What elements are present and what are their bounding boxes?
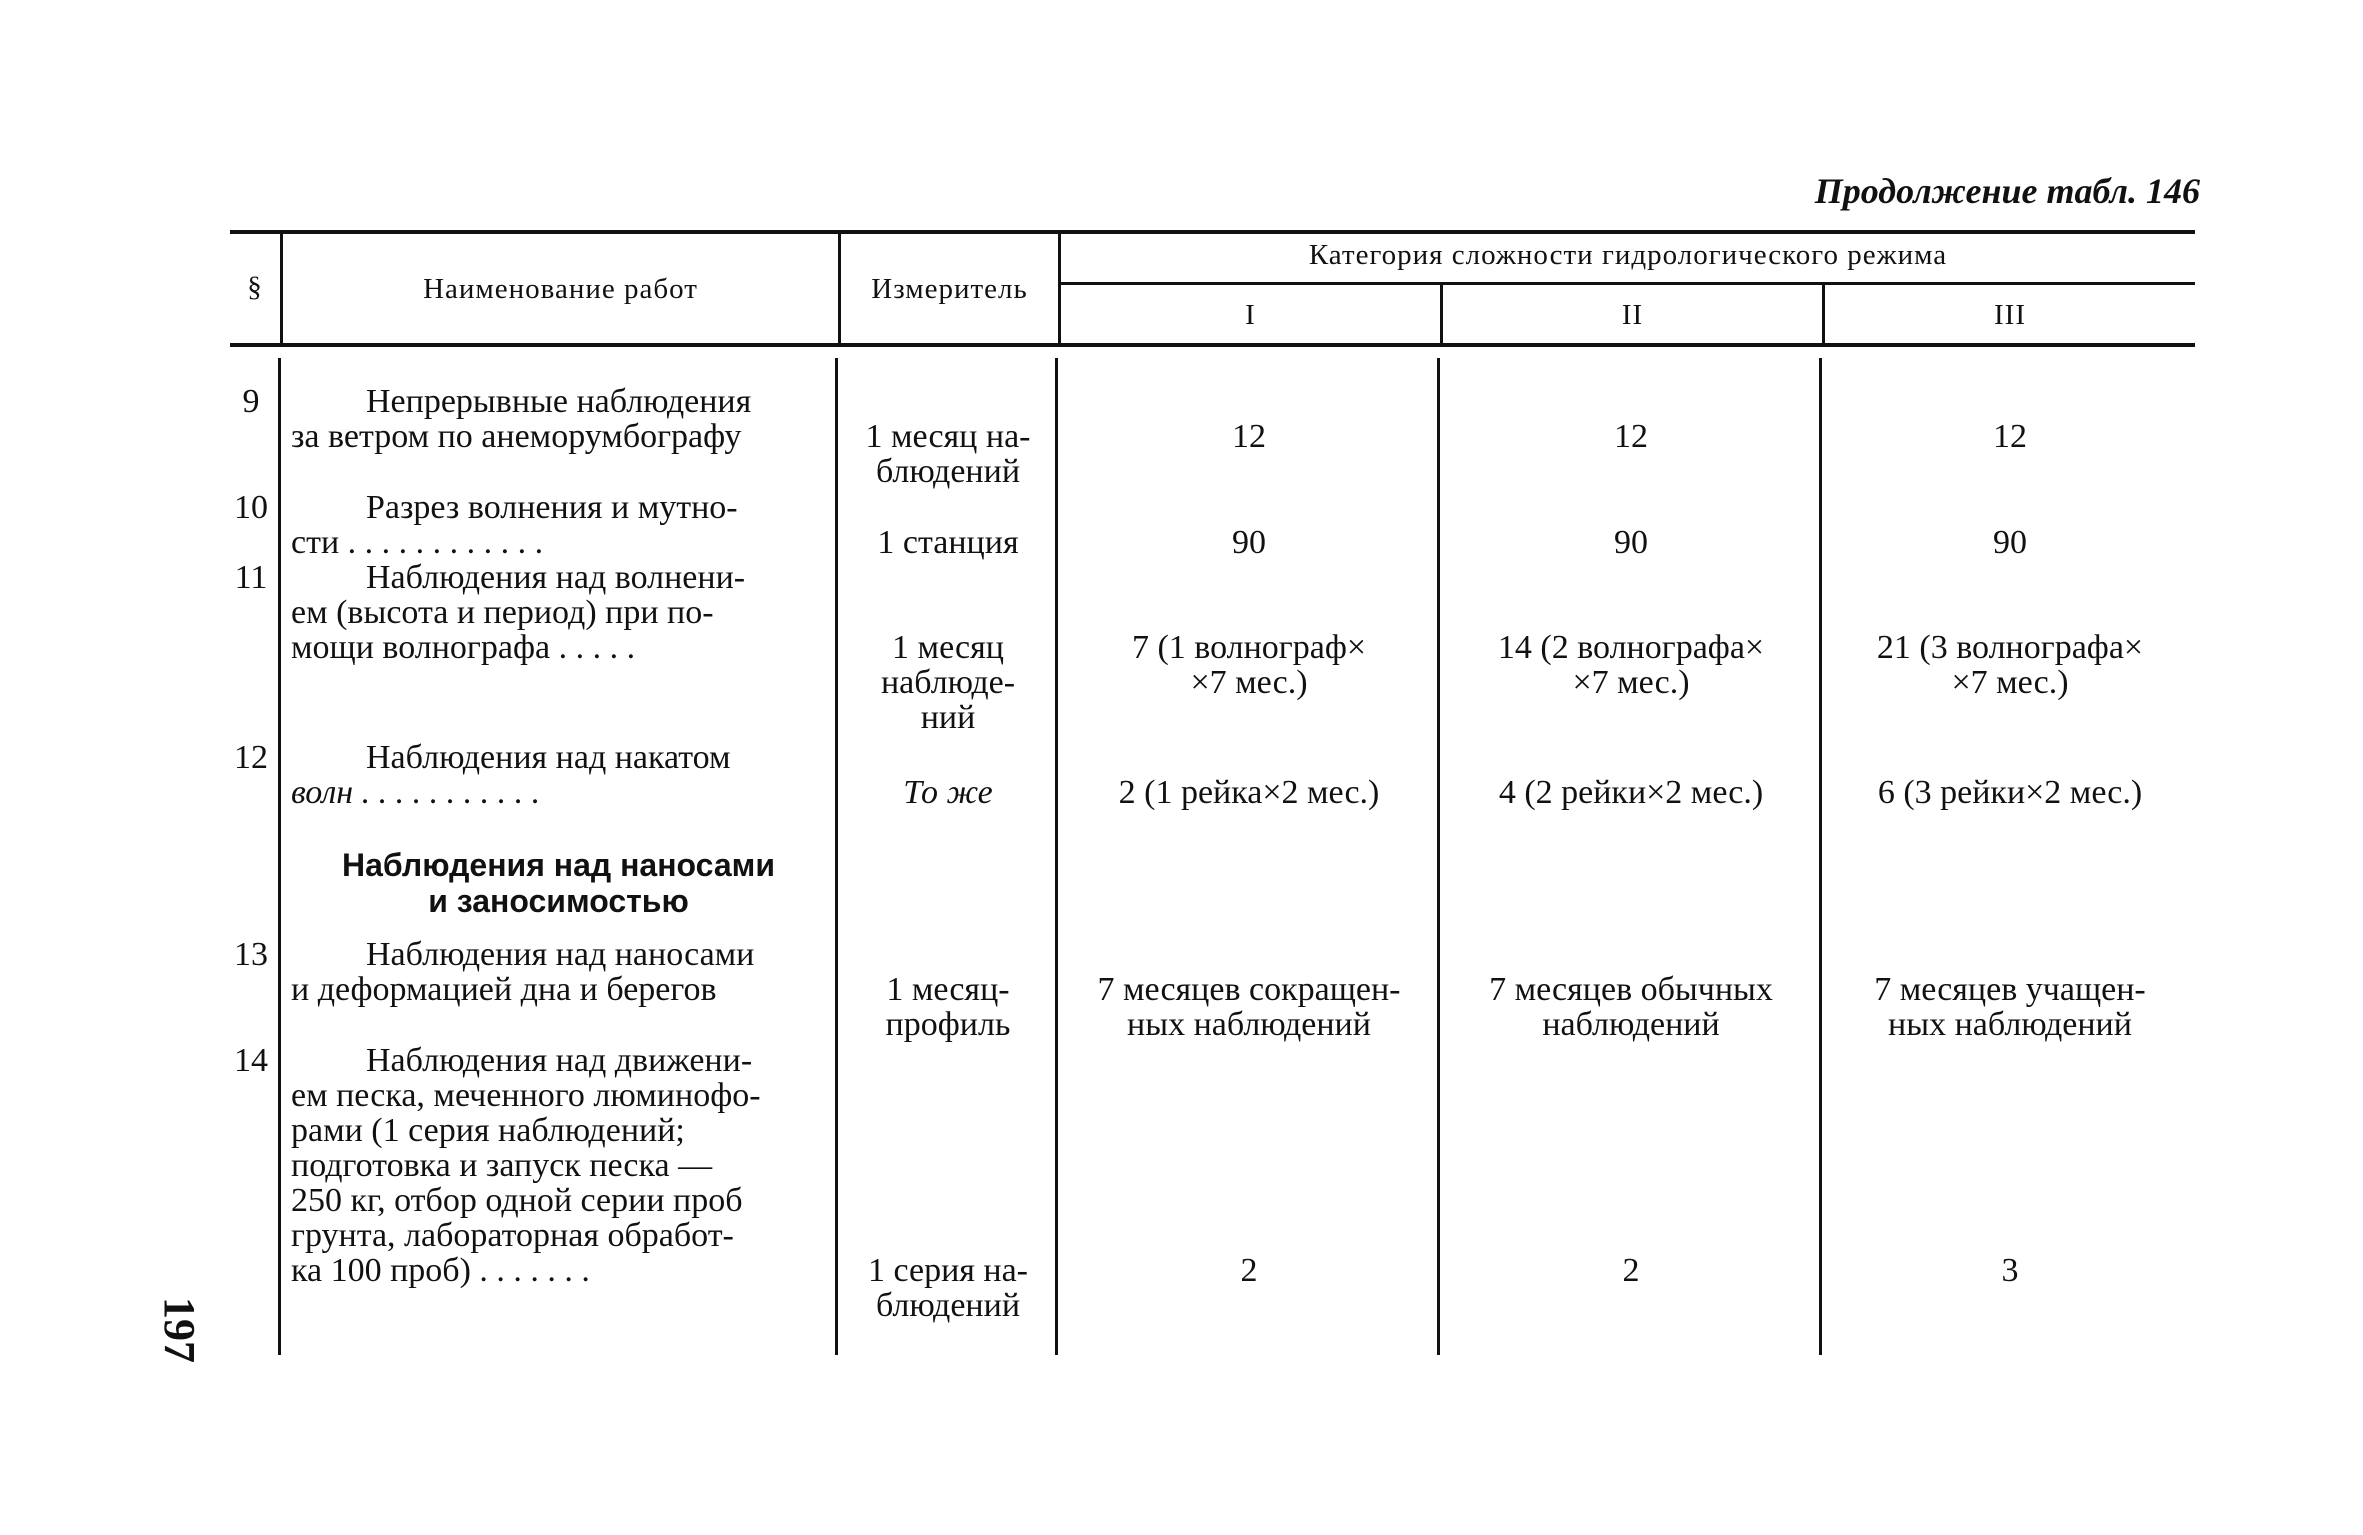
- row-14-unit-line-1: 1 серия на-: [867, 1252, 1029, 1289]
- row-9-num: 9: [242, 383, 260, 420]
- row-14-unit: [841, 1253, 1055, 1323]
- header-bottom-rule: [230, 343, 2195, 347]
- row-10-cat1: 90: [1232, 524, 1266, 561]
- section-heading-line-2: и заносимостью: [428, 883, 689, 919]
- row-13-name-line-2: и деформацией дна и берегов: [291, 971, 717, 1008]
- header-category-2: II: [1621, 299, 1644, 331]
- row-13-cat1: 7 месяцев сокращен- ных наблюдений: [1097, 971, 1401, 1043]
- row-11-unit-line-2: наблюде-: [880, 664, 1016, 701]
- row-14-name-line-1: Наблюдения над движени-: [366, 1042, 753, 1079]
- row-11-name: [291, 560, 826, 665]
- row-11-cat3: 21 (3 волнографа× ×7 мес.): [1876, 629, 2144, 701]
- row-14-name: [291, 1043, 826, 1288]
- row-9-name-line-2: за ветром по анеморумбографу: [291, 418, 742, 455]
- row-11-name-line-3: мощи волнографа . . . . .: [291, 629, 636, 666]
- row-13-name: [291, 937, 826, 1007]
- row-9-unit-line-2: блюдений: [875, 453, 1021, 490]
- row-13-unit-line-1: 1 месяц-: [886, 971, 1010, 1008]
- row-14-name-line-2: ем песка, меченного люминофо-: [291, 1077, 761, 1114]
- col-rule-cat1-body: [1437, 358, 1440, 1355]
- row-12-cat3: 6 (3 рейки×2 мес.): [1877, 774, 2143, 811]
- row-9-cat3: 12: [1993, 418, 2027, 455]
- row-14-unit-line-2: блюдений: [875, 1287, 1021, 1324]
- header-category-3: III: [1994, 299, 2026, 331]
- row-10-unit: 1 станция: [877, 524, 1019, 561]
- row-14-cat3: 3: [2001, 1252, 2019, 1289]
- row-14-name-line-5: 250 кг, отбор одной серии проб: [291, 1182, 743, 1219]
- row-9-unit-line-1: 1 месяц на-: [865, 418, 1031, 455]
- row-12-name-line-1: Наблюдения над накатом: [366, 739, 731, 776]
- row-11-name-line-2: ем (высота и период) при по-: [291, 594, 714, 631]
- row-9-cat2: 12: [1614, 418, 1648, 455]
- row-11-cat2: 14 (2 волнографа× ×7 мес.): [1497, 629, 1765, 701]
- row-14-cat1: 2: [1240, 1252, 1258, 1289]
- col-rule-cat2-body: [1819, 358, 1822, 1355]
- row-11-num: 11: [234, 559, 268, 596]
- table-caption: Продолжение табл. 146: [1814, 171, 2200, 211]
- header-unit: Измеритель: [871, 273, 1028, 305]
- row-14-name-line-6: грунта, лабораторная обработ-: [291, 1217, 734, 1254]
- row-13-cat2: 7 месяцев обычных наблюдений: [1489, 971, 1773, 1043]
- row-10-cat3: 90: [1993, 524, 2027, 561]
- page-number: 197: [155, 1297, 204, 1363]
- row-10-name-line-2: сти . . . . . . . . . . . .: [291, 524, 544, 561]
- row-11-unit: [841, 630, 1055, 735]
- row-9-name: [291, 384, 826, 454]
- row-12-name-line-2: волн . . . . . . . . . . .: [291, 774, 541, 811]
- header-section: §: [247, 271, 263, 303]
- row-14-name-line-7: ка 100 проб) . . . . . . .: [291, 1252, 590, 1289]
- row-13-unit-line-2: профиль: [885, 1006, 1011, 1043]
- col-rule-section-body: [278, 358, 281, 1355]
- row-14-name-line-4: подготовка и запуск песка —: [291, 1147, 713, 1184]
- row-13-cat3: 7 месяцев учащен- ных наблюдений: [1874, 971, 2146, 1043]
- row-10-name-line-1: Разрез волнения и мутно-: [366, 489, 738, 526]
- section-heading: [291, 847, 826, 919]
- row-14-name-line-3: рами (1 серия наблюдений;: [291, 1112, 685, 1149]
- category-header-rule: [1060, 282, 2195, 285]
- header-category-group: Категория сложности гидрологического режима: [1308, 239, 1948, 271]
- row-9-name-line-1: Непрерывные наблюдения: [366, 383, 752, 420]
- row-10-cat2: 90: [1614, 524, 1648, 561]
- row-9-cat1: 12: [1232, 418, 1266, 455]
- row-13-name-line-1: Наблюдения над наносами: [366, 936, 755, 973]
- row-12-name: [291, 740, 826, 810]
- row-11-name-line-1: Наблюдения над волнени-: [366, 559, 746, 596]
- row-13-unit: [841, 972, 1055, 1042]
- row-11-unit-line-3: ний: [920, 699, 976, 736]
- header-category-1: I: [1245, 299, 1256, 331]
- row-14-num: 14: [234, 1042, 268, 1079]
- row-12-cat2: 4 (2 рейки×2 мес.): [1498, 774, 1764, 811]
- row-11-cat1: 7 (1 волнограф× ×7 мес.): [1131, 629, 1367, 701]
- col-rule-name-body: [835, 358, 838, 1355]
- row-12-unit: То же: [903, 774, 993, 811]
- row-10-num: 10: [234, 489, 268, 526]
- col-rule-unit-body: [1055, 358, 1058, 1355]
- row-12-cat1: 2 (1 рейка×2 мес.): [1118, 774, 1380, 811]
- section-heading-line-1: Наблюдения над наносами: [341, 847, 775, 883]
- row-13-num: 13: [234, 936, 268, 973]
- row-10-name: [291, 490, 826, 560]
- table-top-rule: [230, 230, 2195, 234]
- row-14-cat2: 2: [1622, 1252, 1640, 1289]
- header-name: Наименование работ: [423, 273, 698, 305]
- row-9-unit: [841, 419, 1055, 489]
- row-12-num: 12: [234, 739, 268, 776]
- row-11-unit-line-1: 1 месяц: [892, 629, 1004, 666]
